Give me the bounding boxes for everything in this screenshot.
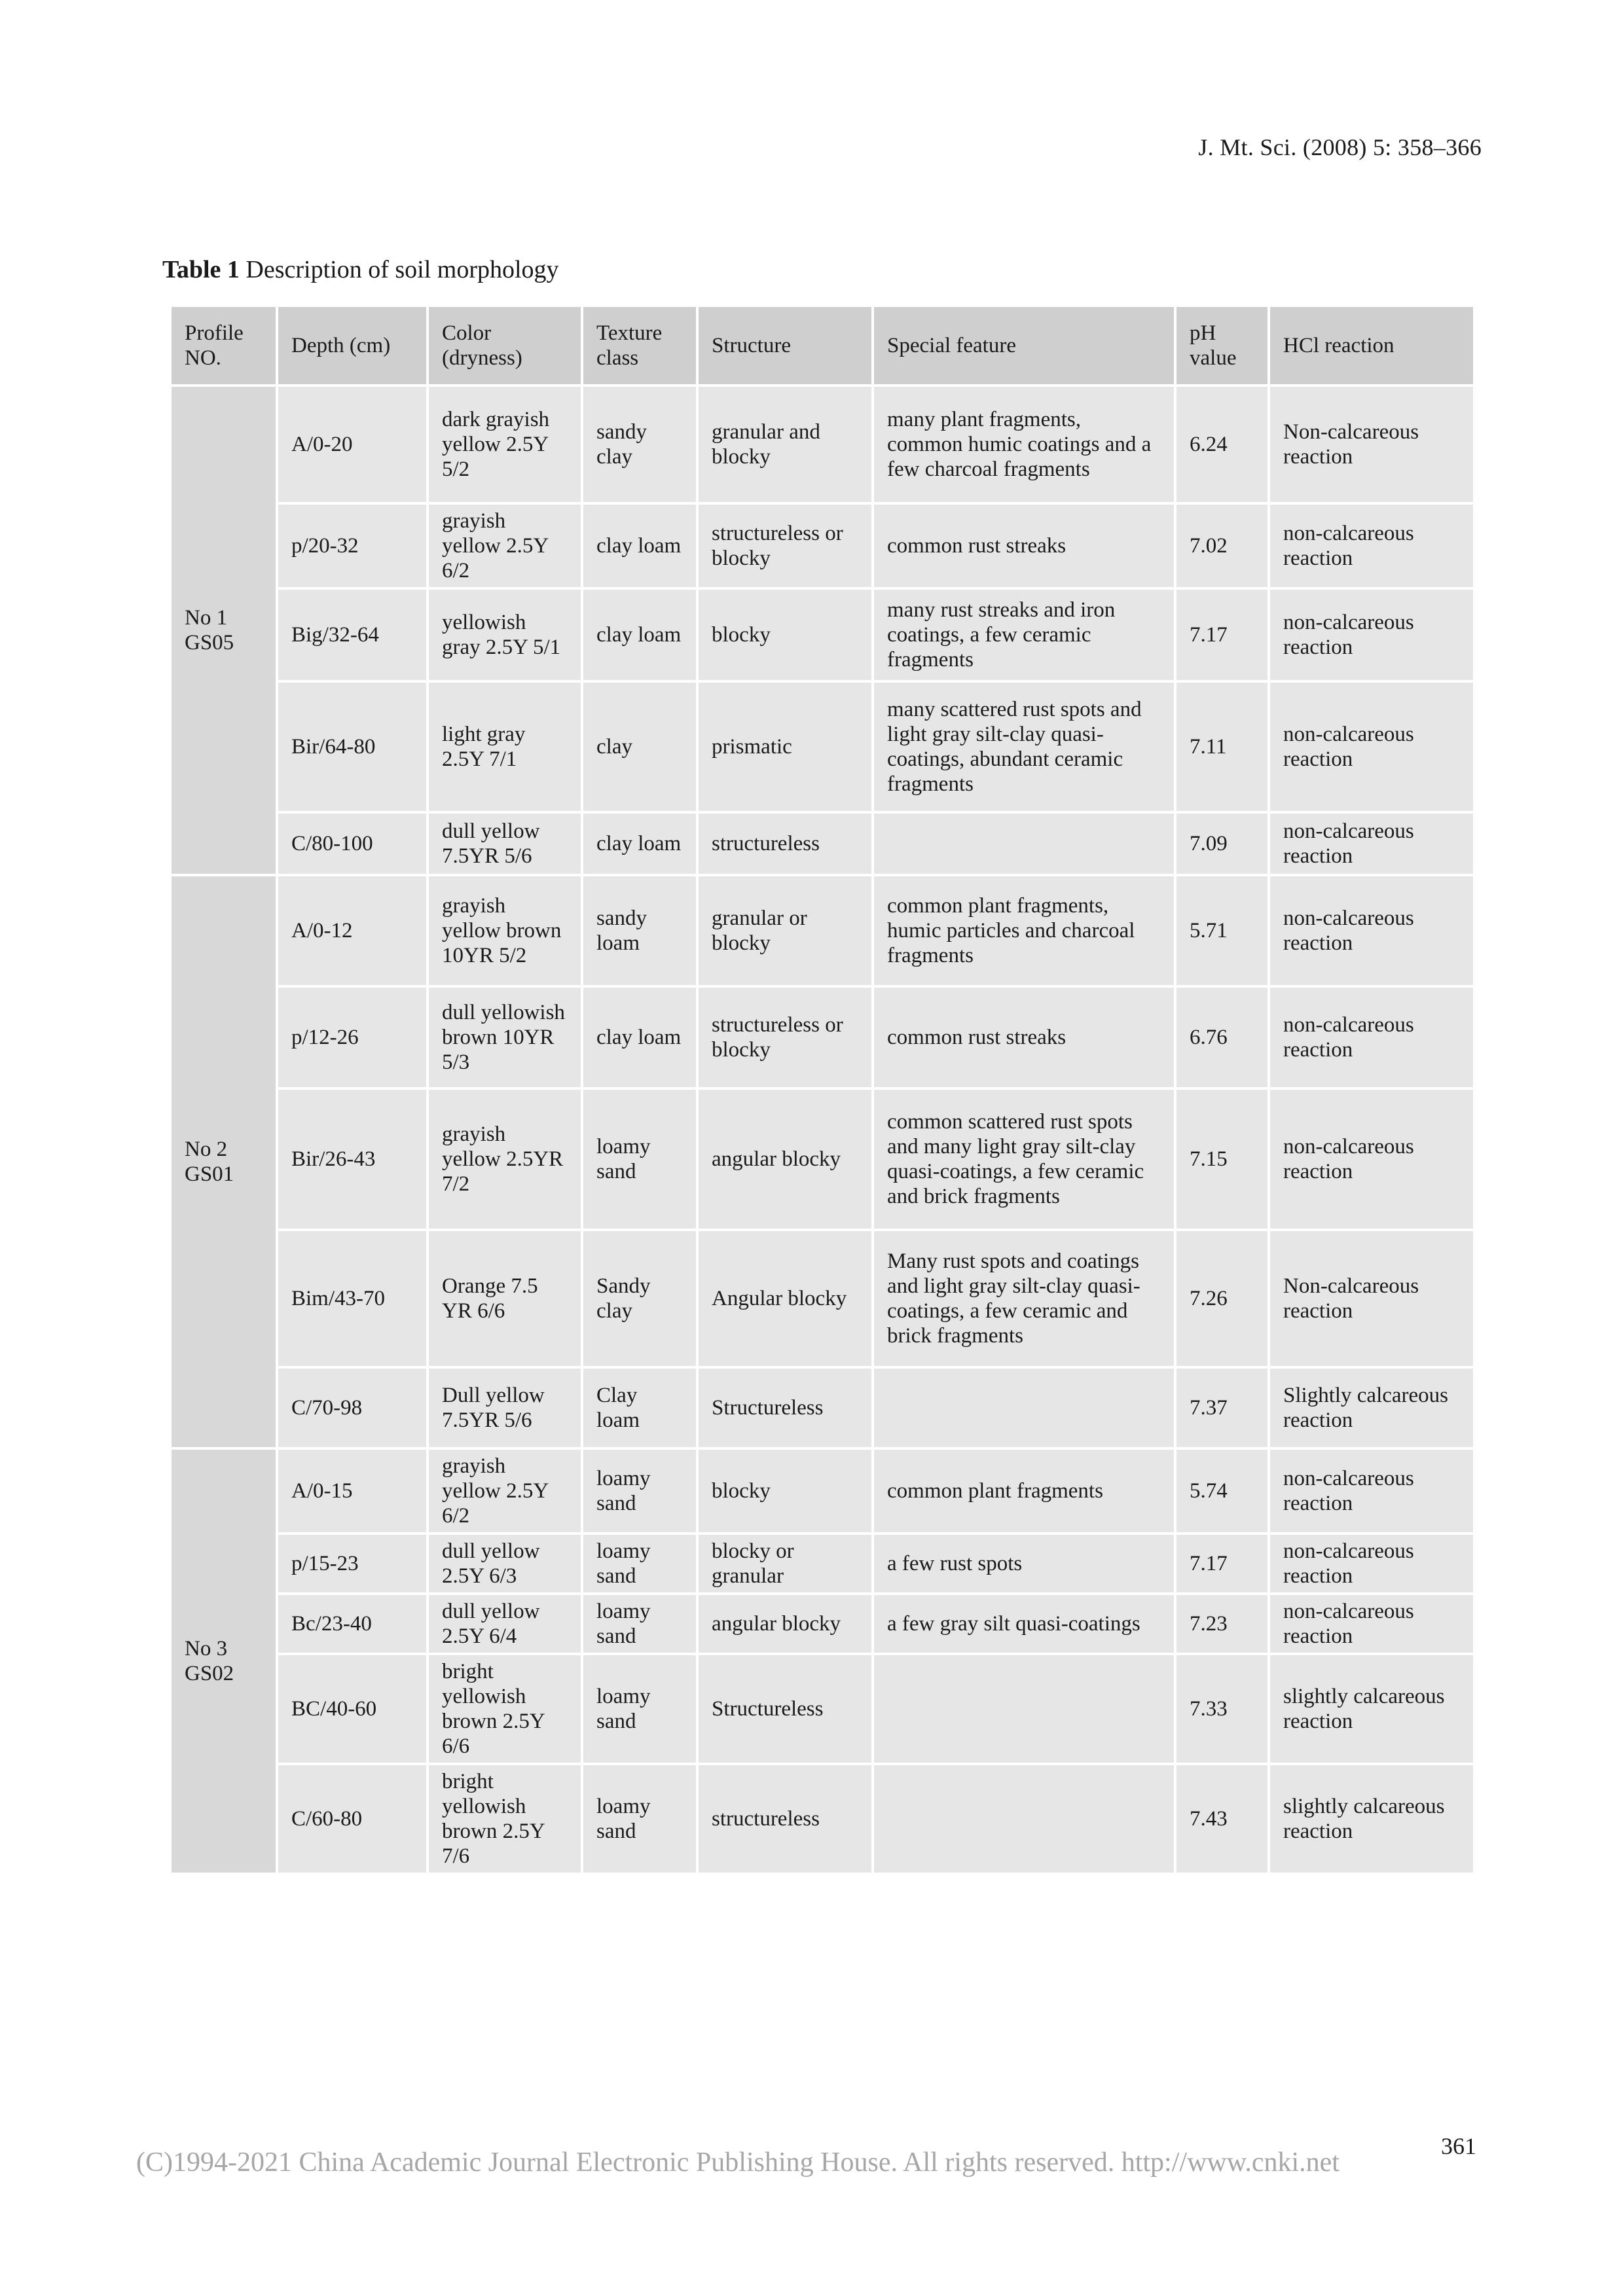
special-feature-cell: many scattered rust spots and light gray silt-clay quasi-coatings, abundant ceramic fragments [874, 683, 1174, 811]
color-cell: bright yellowish brown 2.5Y 7/6 [429, 1765, 581, 1873]
table-row [172, 1450, 1473, 1532]
depth-cell: Bir/26-43 [278, 1090, 426, 1229]
table-row [172, 1765, 1473, 1873]
structure-cell: prismatic [699, 683, 871, 811]
soil-morphology-table [169, 304, 1476, 1875]
color-cell: dull yellowish brown 10YR 5/3 [429, 988, 581, 1087]
ph-cell: 7.33 [1176, 1655, 1267, 1763]
depth-cell: p/20-32 [278, 505, 426, 587]
hcl-reaction-cell: non-calcareous reaction [1270, 683, 1473, 811]
structure-cell: structureless [699, 1765, 871, 1873]
ph-cell: 7.17 [1176, 590, 1267, 680]
structure-cell: granular and blocky [699, 387, 871, 502]
ph-cell: 5.74 [1176, 1450, 1267, 1532]
ph-cell: 7.09 [1176, 814, 1267, 874]
table-row [172, 1595, 1473, 1653]
special-feature-cell: common scattered rust spots and many light gray silt-clay quasi-coatings, a few ceramic and brick fragments [874, 1090, 1174, 1229]
color-cell: grayish yellow 2.5Y 6/2 [429, 505, 581, 587]
ph-cell: 7.23 [1176, 1595, 1267, 1653]
texture-cell: Sandy clay [583, 1231, 696, 1366]
ph-cell: 7.17 [1176, 1535, 1267, 1592]
texture-cell: clay loam [583, 590, 696, 680]
structure-cell: Angular blocky [699, 1231, 871, 1366]
hcl-reaction-cell: slightly calcareous reaction [1270, 1765, 1473, 1873]
hcl-reaction-cell: Non-calcareous reaction [1270, 387, 1473, 502]
table-row [172, 876, 1473, 985]
depth-cell: C/70-98 [278, 1369, 426, 1447]
depth-cell: A/0-15 [278, 1450, 426, 1532]
texture-cell: clay loam [583, 988, 696, 1087]
column-header-texture: Texture class [583, 307, 696, 384]
column-header-structure: Structure [699, 307, 871, 384]
profile-cell: No 3 GS02 [172, 1450, 276, 1873]
structure-cell: granular or blocky [699, 876, 871, 985]
special-feature-cell: common plant fragments, humic particles and charcoal fragments [874, 876, 1174, 985]
hcl-reaction-cell: non-calcareous reaction [1270, 814, 1473, 874]
table-caption-label: Table 1 [162, 256, 240, 283]
texture-cell: loamy sand [583, 1090, 696, 1229]
structure-cell: angular blocky [699, 1595, 871, 1653]
table-row [172, 505, 1473, 587]
color-cell: dull yellow 2.5Y 6/3 [429, 1535, 581, 1592]
hcl-reaction-cell: non-calcareous reaction [1270, 988, 1473, 1087]
structure-cell: blocky [699, 1450, 871, 1532]
profile-cell: No 1 GS05 [172, 387, 276, 874]
texture-cell: loamy sand [583, 1535, 696, 1592]
color-cell: grayish yellow brown 10YR 5/2 [429, 876, 581, 985]
hcl-reaction-cell: non-calcareous reaction [1270, 1450, 1473, 1532]
depth-cell: A/0-20 [278, 387, 426, 502]
ph-cell: 7.15 [1176, 1090, 1267, 1229]
structure-cell: Structureless [699, 1369, 871, 1447]
special-feature-cell: common plant fragments [874, 1450, 1174, 1532]
ph-cell: 7.26 [1176, 1231, 1267, 1366]
color-cell: grayish yellow 2.5Y 6/2 [429, 1450, 581, 1532]
texture-cell: Clay loam [583, 1369, 696, 1447]
texture-cell: sandy loam [583, 876, 696, 985]
table-row [172, 1090, 1473, 1229]
special-feature-cell [874, 1369, 1174, 1447]
texture-cell: loamy sand [583, 1450, 696, 1532]
table-row [172, 1655, 1473, 1763]
table-caption-text: Description of soil morphology [239, 256, 559, 283]
special-feature-cell: a few gray silt quasi-coatings [874, 1595, 1174, 1653]
hcl-reaction-cell: non-calcareous reaction [1270, 1595, 1473, 1653]
profile-cell: No 2 GS01 [172, 876, 276, 1447]
ph-cell: 7.43 [1176, 1765, 1267, 1873]
depth-cell: Bim/43-70 [278, 1231, 426, 1366]
hcl-reaction-cell: non-calcareous reaction [1270, 876, 1473, 985]
color-cell: dull yellow 7.5YR 5/6 [429, 814, 581, 874]
texture-cell: loamy sand [583, 1655, 696, 1763]
texture-cell: clay [583, 683, 696, 811]
hcl-reaction-cell: Slightly calcareous reaction [1270, 1369, 1473, 1447]
structure-cell: structureless or blocky [699, 988, 871, 1087]
hcl-reaction-cell: non-calcareous reaction [1270, 505, 1473, 587]
texture-cell: loamy sand [583, 1765, 696, 1873]
table-row [172, 1369, 1473, 1447]
structure-cell: blocky or granular [699, 1535, 871, 1592]
depth-cell: A/0-12 [278, 876, 426, 985]
column-header-special-feature: Special feature [874, 307, 1174, 384]
copyright-watermark: (C)1994-2021 China Academic Journal Electronic Publishing House. All rights reserved. http://www.cnki.net [136, 2147, 1340, 2178]
depth-cell: Big/32-64 [278, 590, 426, 680]
structure-cell: structureless or blocky [699, 505, 871, 587]
ph-cell: 6.76 [1176, 988, 1267, 1087]
special-feature-cell: many plant fragments, common humic coatings and a few charcoal fragments [874, 387, 1174, 502]
depth-cell: C/60-80 [278, 1765, 426, 1873]
ph-cell: 7.11 [1176, 683, 1267, 811]
special-feature-cell [874, 1655, 1174, 1763]
ph-cell: 7.02 [1176, 505, 1267, 587]
color-cell: dull yellow 2.5Y 6/4 [429, 1595, 581, 1653]
color-cell: bright yellowish brown 2.5Y 6/6 [429, 1655, 581, 1763]
hcl-reaction-cell: non-calcareous reaction [1270, 1535, 1473, 1592]
structure-cell: angular blocky [699, 1090, 871, 1229]
depth-cell: Bir/64-80 [278, 683, 426, 811]
special-feature-cell: many rust streaks and iron coatings, a few ceramic fragments [874, 590, 1174, 680]
hcl-reaction-cell: slightly calcareous reaction [1270, 1655, 1473, 1763]
column-header-depth: Depth (cm) [278, 307, 426, 384]
texture-cell: sandy clay [583, 387, 696, 502]
ph-cell: 5.71 [1176, 876, 1267, 985]
hcl-reaction-cell: non-calcareous reaction [1270, 590, 1473, 680]
special-feature-cell: a few rust spots [874, 1535, 1174, 1592]
table-header-row [172, 307, 1473, 384]
ph-cell: 6.24 [1176, 387, 1267, 502]
special-feature-cell: common rust streaks [874, 505, 1174, 587]
special-feature-cell: common rust streaks [874, 988, 1174, 1087]
texture-cell: loamy sand [583, 1595, 696, 1653]
depth-cell: C/80-100 [278, 814, 426, 874]
color-cell: grayish yellow 2.5YR 7/2 [429, 1090, 581, 1229]
structure-cell: blocky [699, 590, 871, 680]
column-header-hcl: HCl reaction [1270, 307, 1473, 384]
color-cell: Dull yellow 7.5YR 5/6 [429, 1369, 581, 1447]
table-row [172, 988, 1473, 1087]
journal-reference: J. Mt. Sci. (2008) 5: 358–366 [1198, 134, 1482, 160]
special-feature-cell [874, 1765, 1174, 1873]
page-number: 361 [1441, 2133, 1476, 2159]
depth-cell: Bc/23-40 [278, 1595, 426, 1653]
table-row [172, 1535, 1473, 1592]
table-body [172, 387, 1473, 1873]
structure-cell: Structureless [699, 1655, 871, 1763]
column-header-ph: pH value [1176, 307, 1267, 384]
column-header-profile: Profile NO. [172, 307, 276, 384]
depth-cell: BC/40-60 [278, 1655, 426, 1763]
table-row [172, 590, 1473, 680]
table-row [172, 683, 1473, 811]
color-cell: yellowish gray 2.5Y 5/1 [429, 590, 581, 680]
table-row [172, 814, 1473, 874]
hcl-reaction-cell: non-calcareous reaction [1270, 1090, 1473, 1229]
special-feature-cell: Many rust spots and coatings and light gray silt-clay quasi-coatings, a few ceramic and brick fragments [874, 1231, 1174, 1366]
texture-cell: clay loam [583, 505, 696, 587]
texture-cell: clay loam [583, 814, 696, 874]
column-header-color: Color (dryness) [429, 307, 581, 384]
table-row [172, 387, 1473, 502]
table-row [172, 1231, 1473, 1366]
color-cell: Orange 7.5 YR 6/6 [429, 1231, 581, 1366]
table-caption [162, 255, 559, 284]
color-cell: light gray 2.5Y 7/1 [429, 683, 581, 811]
depth-cell: p/15-23 [278, 1535, 426, 1592]
structure-cell: structureless [699, 814, 871, 874]
depth-cell: p/12-26 [278, 988, 426, 1087]
color-cell: dark grayish yellow 2.5Y 5/2 [429, 387, 581, 502]
hcl-reaction-cell: Non-calcareous reaction [1270, 1231, 1473, 1366]
special-feature-cell [874, 814, 1174, 874]
ph-cell: 7.37 [1176, 1369, 1267, 1447]
